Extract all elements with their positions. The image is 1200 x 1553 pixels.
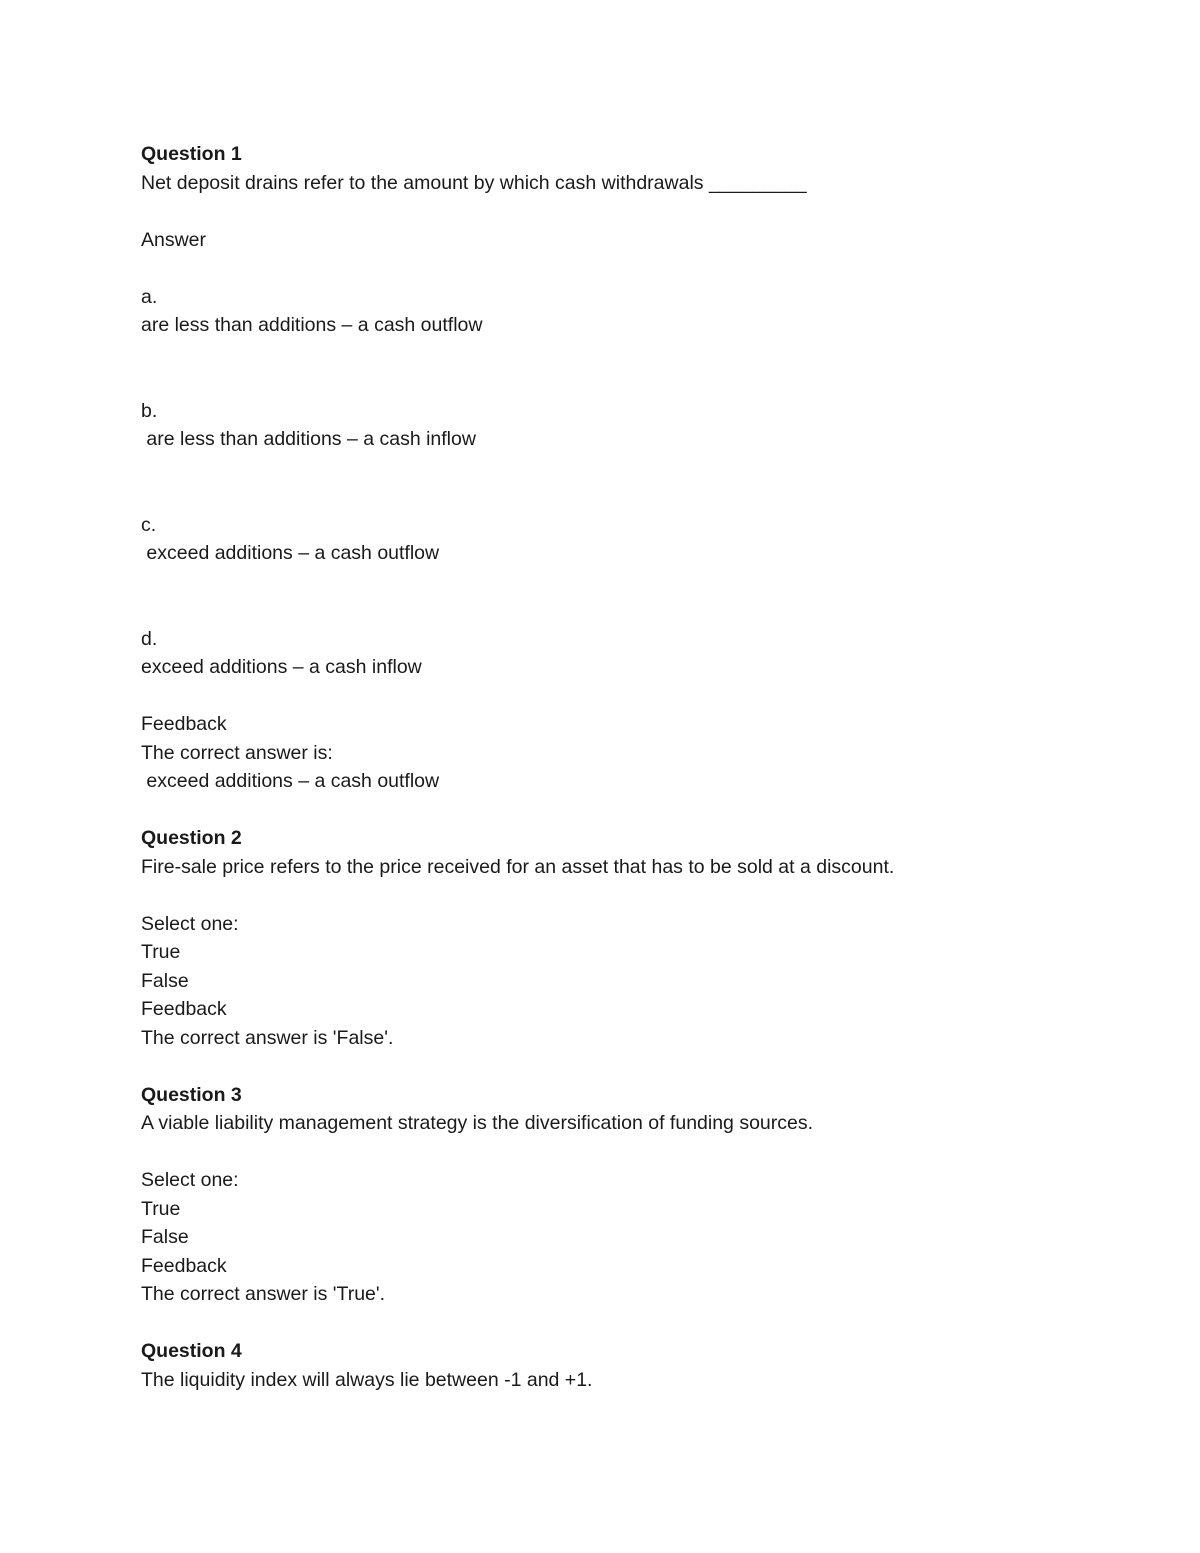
option-c-letter: c. — [141, 513, 157, 536]
option-c-text: exceed additions – a cash outflow — [141, 542, 440, 564]
answer-label: Answer — [141, 228, 207, 251]
option-b-letter: b. — [141, 399, 158, 422]
question-2-feedback-label: Feedback — [141, 998, 227, 1020]
question-3-option-false: False — [141, 1226, 189, 1248]
question-1-feedback-line1: The correct answer is: — [141, 741, 333, 764]
question-3-feedback-line1: The correct answer is 'True'. — [141, 1283, 386, 1305]
question-4-prompt: The liquidity index will always lie between -1 and +1. — [141, 1368, 593, 1391]
question-3-prompt: A viable liability management strategy is the diversification of funding sources. — [141, 1112, 814, 1134]
option-a-text: are less than additions – a cash outflow — [141, 314, 483, 336]
question-1-heading: Question 1 — [141, 143, 242, 165]
question-2-feedback-line1: The correct answer is 'False'. — [141, 1026, 394, 1049]
question-3-select-label: Select one: — [141, 1169, 239, 1191]
question-4-heading: Question 4 — [141, 1340, 242, 1362]
option-d-letter: d. — [141, 627, 158, 650]
question-3-feedback-label: Feedback — [141, 1254, 227, 1277]
question-2-select-label: Select one: — [141, 912, 239, 935]
question-2-option-true: True — [141, 941, 181, 963]
option-d-text: exceed additions – a cash inflow — [141, 656, 422, 678]
option-a-letter: a. — [141, 285, 158, 308]
question-1-feedback-label: Feedback — [141, 713, 227, 735]
question-2-prompt: Fire-sale price refers to the price received for an asset that has to be sold at a discount. — [141, 855, 895, 878]
document-page — [141, 140, 1101, 1394]
option-b-text: are less than additions – a cash inflow — [141, 428, 476, 450]
question-3-option-true: True — [141, 1197, 181, 1220]
question-3-heading: Question 3 — [141, 1083, 242, 1106]
question-1-feedback-line2: exceed additions – a cash outflow — [141, 770, 440, 792]
question-1-prompt: Net deposit drains refer to the amount by which cash withdrawals _________ — [141, 171, 807, 194]
question-2-option-false: False — [141, 969, 189, 992]
question-2-heading: Question 2 — [141, 827, 242, 849]
